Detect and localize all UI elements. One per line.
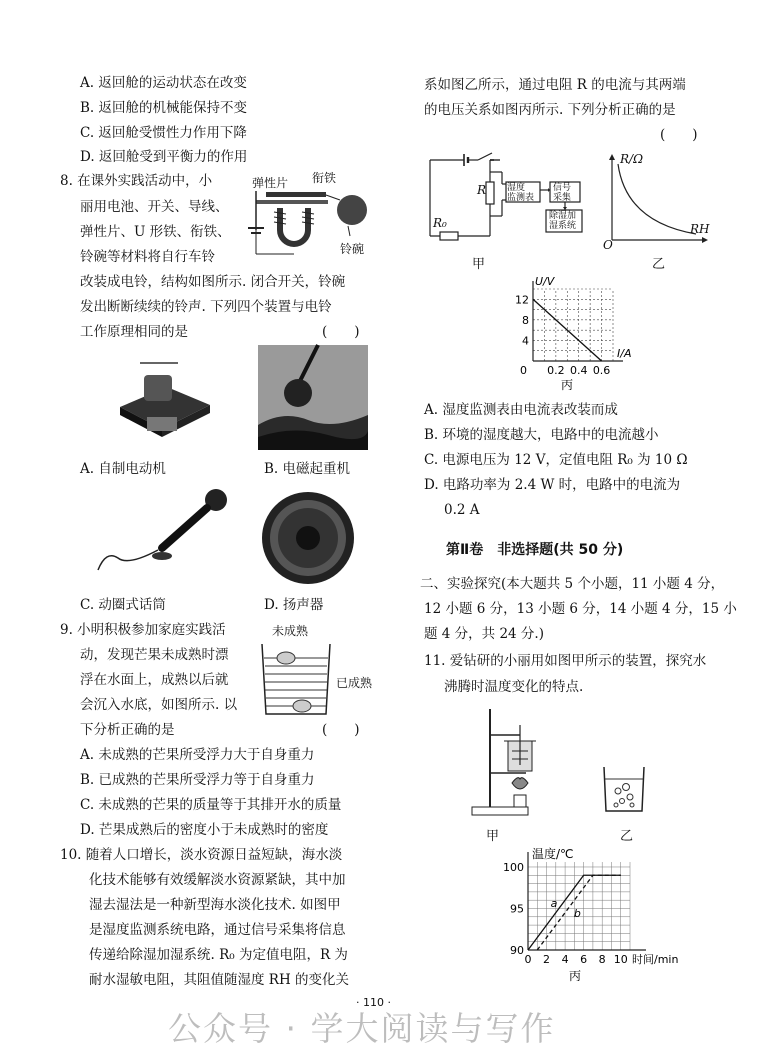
page-number: · 110 · xyxy=(356,996,391,1009)
q9-answer-blank: ( ) xyxy=(322,722,360,738)
q7-option-c: C. 返回舱受惯性力作用下降 xyxy=(80,125,247,141)
boiling-beaker-diagram xyxy=(602,765,646,815)
q9-line-3: 浮在水面上，成熟以后就 xyxy=(80,672,229,688)
temperature-x-tick: 6 xyxy=(580,953,588,966)
bell-bowl-label: 铃碗 xyxy=(340,242,365,256)
signal-collect-box: 信号 采集 xyxy=(553,183,572,203)
homemade-motor-photo xyxy=(112,345,212,445)
u-i-xlabel: I/A xyxy=(617,347,632,360)
q10-line-3: 湿去湿法是一种新型海水淡化技术. 如图甲 xyxy=(89,897,341,913)
u-i-ylabel: U/V xyxy=(535,275,555,288)
q9-line-4: 会沉入水底，如图所示. 以 xyxy=(80,697,238,713)
resistor-r-label: R xyxy=(477,183,487,197)
q10-line-5: 传递给除湿加湿系统. R₀ 为定值电阻，R 为 xyxy=(89,947,348,963)
microphone-photo xyxy=(88,488,238,588)
u-i-chart xyxy=(505,275,630,395)
q8-option-c: C. 动圈式话筒 xyxy=(80,597,166,613)
q8-line-7: 工作原理相同的是 xyxy=(80,324,188,340)
electromagnetic-crane-photo xyxy=(258,345,368,450)
part2-line-2: 12 小题 6 分，13 小题 6 分，14 小题 4 分，15 小 xyxy=(424,601,737,617)
boiling-apparatus-diagram xyxy=(464,705,554,820)
u-i-y-tick: 8 xyxy=(522,313,529,327)
q10-cont-line-1: 系如图乙所示，通过电阻 R 的电流与其两端 xyxy=(424,77,686,93)
q8-line-5: 改装成电铃，结构如图所示. 闭合开关，铃碗 xyxy=(80,274,346,290)
beaker-mango-diagram xyxy=(260,636,332,718)
q8-line-2: 丽用电池、开关、导线、 xyxy=(80,199,229,215)
u-i-origin: 0 xyxy=(520,364,527,377)
temperature-time-chart xyxy=(490,846,710,996)
q10-option-b: B. 环境的湿度越大，电路中的电流越小 xyxy=(424,427,659,443)
figure-jia-caption: 甲 xyxy=(472,257,486,272)
u-i-grid xyxy=(533,289,613,361)
graph-yi-origin: O xyxy=(603,238,613,252)
graph-yi-xlabel: RH xyxy=(690,222,710,236)
wechat-watermark: 公众号 · 学大阅读与写作 xyxy=(168,1009,556,1048)
q9-option-c: C. 未成熟的芒果的质量等于其排开水的质量 xyxy=(80,797,342,813)
q10-option-d: D. 电路功率为 2.4 W 时，电路中的电流为 xyxy=(424,477,681,493)
q8-line-3: 弹性片、U 形铁、衔铁、 xyxy=(80,224,231,240)
q8-option-a: A. 自制电动机 xyxy=(80,461,166,477)
figure-q11-yi-caption: 乙 xyxy=(620,829,634,844)
unripe-label: 未成熟 xyxy=(272,624,309,638)
temperature-series-label-b: b xyxy=(573,906,581,920)
temperature-x-tick: 0 xyxy=(524,953,532,966)
u-i-x-tick: 0.2 xyxy=(547,364,565,377)
q8-line-4: 铃碗等材料将自行车铃 xyxy=(80,249,215,265)
dehumidify-system-box: 除湿加 湿系统 xyxy=(549,211,577,231)
q9-line-2: 动，发现芒果未成熟时漂 xyxy=(80,647,229,663)
u-i-caption: 丙 xyxy=(561,378,574,392)
q9-line-1: 9. 小明积极参加家庭实践活 xyxy=(60,622,226,638)
q10-line-1: 10. 随着人口增长，淡水资源日益短缺，海水淡 xyxy=(60,847,343,863)
q9-option-b: B. 已成熟的芒果所受浮力等于自身重力 xyxy=(80,772,315,788)
temperature-x-tick: 4 xyxy=(561,953,569,966)
q10-line-4: 是湿度监测系统电路，通过信号采集将信息 xyxy=(89,922,346,938)
q8-answer-blank: ( ) xyxy=(322,324,360,340)
section-title: 第Ⅱ卷 非选择题(共 50 分) xyxy=(446,542,624,558)
graph-yi-ylabel: R/Ω xyxy=(620,152,644,166)
bell-armature-label: 衔铁 xyxy=(312,171,337,185)
temperature-y-tick: 100 xyxy=(503,860,524,874)
bell-spring-label: 弹性片 xyxy=(252,176,289,190)
temperature-x-tick: 8 xyxy=(598,953,606,966)
q8-line-6: 发出断断续续的铃声. 下列四个装置与电铃 xyxy=(80,299,332,315)
temperature-y-tick: 90 xyxy=(510,944,524,957)
q7-option-a: A. 返回舱的运动状态在改变 xyxy=(80,75,247,91)
q9-option-d: D. 芒果成熟后的密度小于未成熟时的密度 xyxy=(80,822,329,838)
u-i-axes xyxy=(533,281,623,361)
resistor-r0-label: R₀ xyxy=(433,216,447,230)
q11-line-1: 11. 爱钻研的小丽用如图甲所示的装置，探究水 xyxy=(424,653,707,669)
r-vs-rh-graph xyxy=(600,152,710,252)
part2-line-1: 二、实验探究(本大题共 5 个小题，11 小题 4 分， xyxy=(420,576,725,592)
temperature-axes xyxy=(528,852,646,950)
q7-option-d: D. 返回舱受到平衡力的作用 xyxy=(80,149,248,165)
ripe-label: 已成熟 xyxy=(336,676,373,690)
q9-option-a: A. 未成熟的芒果所受浮力大于自身重力 xyxy=(80,747,315,763)
temperature-x-tick: 10 xyxy=(613,953,628,966)
q8-option-d: D. 扬声器 xyxy=(264,597,324,613)
q10-option-a: A. 湿度监测表由电流表改装而成 xyxy=(424,402,618,418)
q10-answer-blank: ( ) xyxy=(660,127,698,143)
u-i-y-tick: 12 xyxy=(515,293,529,307)
figure-yi-caption: 乙 xyxy=(652,257,666,272)
u-i-x-tick: 0.4 xyxy=(569,364,588,377)
q10-line-2: 化技术能够有效缓解淡水资源紧缺，其中加 xyxy=(89,872,346,888)
q10-option-d-cont: 0.2 A xyxy=(444,502,480,518)
q10-cont-line-2: 的电压关系如图丙所示. 下列分析正确的是 xyxy=(424,102,676,118)
q9-line-5: 下分析正确的是 xyxy=(80,722,175,738)
humidity-meter-box: 湿度 监测表 xyxy=(507,183,535,203)
u-i-y-tick: 4 xyxy=(522,334,529,348)
q10-option-c: C. 电源电压为 12 V，定值电阻 R₀ 为 10 Ω xyxy=(424,452,688,468)
temperature-series-label-a: a xyxy=(550,896,558,910)
q7-option-b: B. 返回舱的机械能保持不变 xyxy=(80,100,248,116)
u-i-x-tick: 0.6 xyxy=(592,364,611,377)
q10-line-6: 耐水湿敏电阻，其阻值随湿度 RH 的变化关 xyxy=(89,972,350,988)
temperature-x-tick: 2 xyxy=(543,953,551,966)
part2-line-3: 题 4 分，共 24 分.) xyxy=(424,626,544,642)
temperature-xlabel: 时间/min xyxy=(632,953,679,966)
q8-line-1: 8. 在课外实践活动中，小 xyxy=(60,173,213,189)
temperature-ylabel: 温度/℃ xyxy=(532,847,574,861)
q11-line-2: 沸腾时温度变化的特点. xyxy=(444,679,584,695)
temperature-caption: 丙 xyxy=(569,969,582,983)
figure-q11-jia-caption: 甲 xyxy=(486,829,500,844)
loudspeaker-photo xyxy=(258,488,358,588)
temperature-y-tick: 95 xyxy=(510,902,524,916)
q8-option-b: B. 电磁起重机 xyxy=(264,461,351,477)
